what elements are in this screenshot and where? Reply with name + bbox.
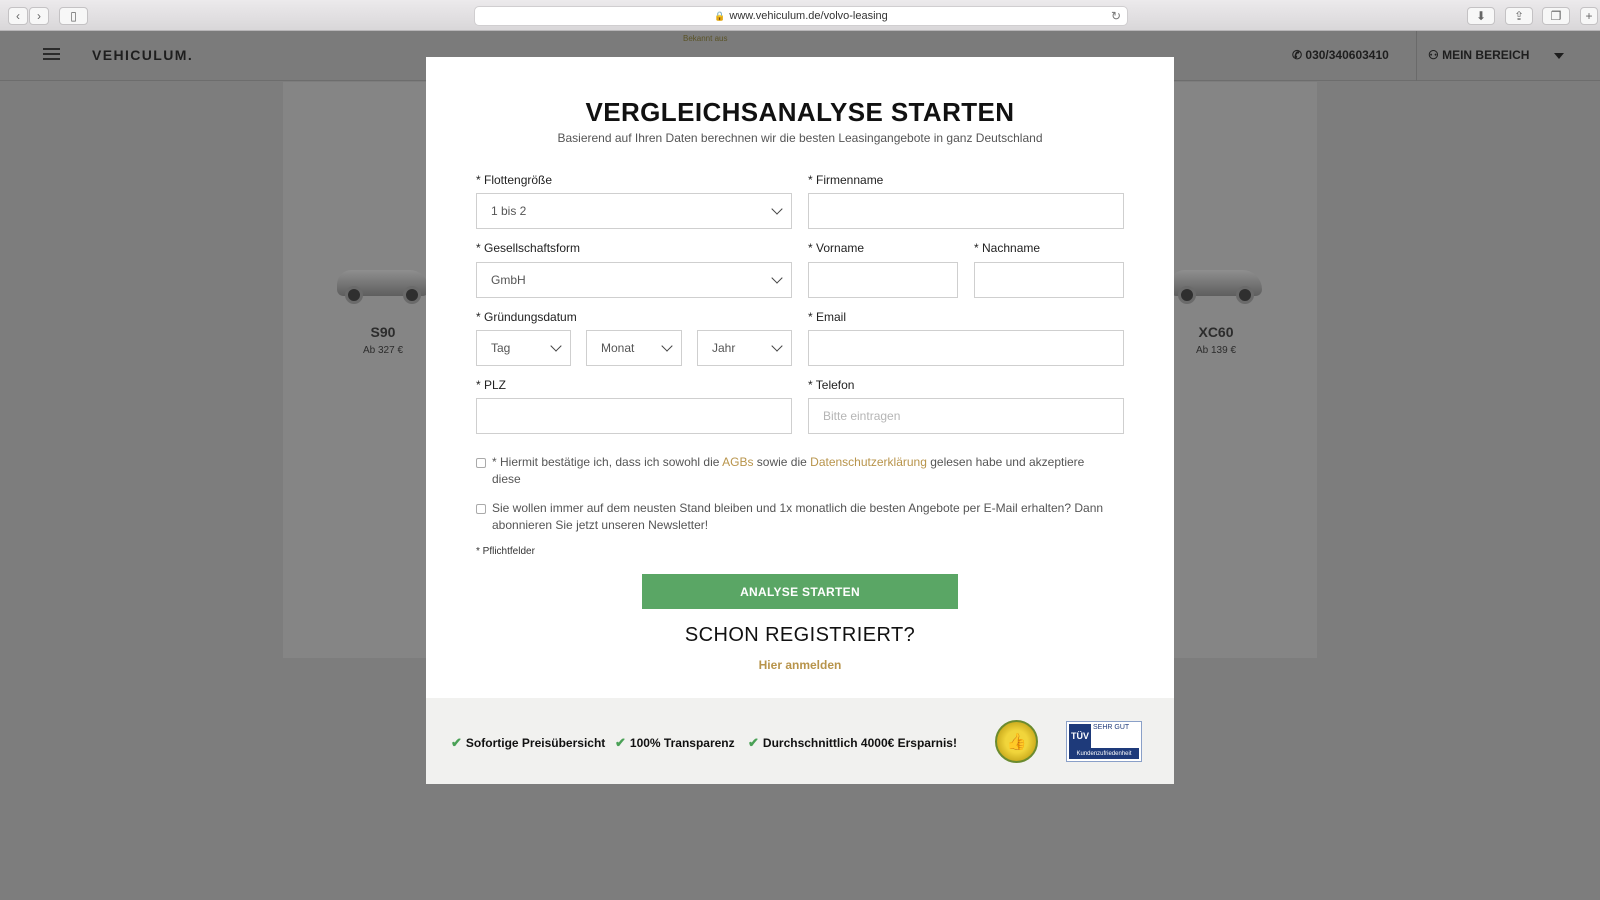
account-menu[interactable]: ⚇ MEIN BEREICH [1428,48,1530,62]
modal-title: VERGLEICHSANALYSE STARTEN [585,97,1015,127]
car-card-s90[interactable] [328,256,438,356]
tuv-caption: Kundenzufriedenheit [1069,748,1139,759]
terms-text-prefix: * Hiermit bestätige ich, dass ich sowohl die [492,455,723,469]
founding-month-value: Monat [601,341,635,355]
phone-placeholder: Bitte eintragen [823,409,901,423]
zip-label: * PLZ [476,378,507,392]
zip-input[interactable] [476,398,792,434]
forward-button[interactable]: › [29,7,49,25]
founding-date-label: * Gründungsdatum [476,310,577,324]
tuv-logo: TÜV [1069,724,1091,748]
email-input[interactable] [808,330,1124,366]
founding-year-value: Jahr [712,341,736,355]
check-icon: ✔ [615,735,626,750]
tuv-badge [1066,721,1142,762]
check-icon: ✔ [451,735,462,750]
reload-icon[interactable]: ↻ [1110,9,1121,23]
tabs-button[interactable]: ❐ [1542,7,1570,25]
header-divider [1416,31,1417,81]
company-name-label: * Firmenname [808,173,884,187]
share-button[interactable]: ⇪ [1505,7,1533,25]
terms-text-suffix: gelesen habe und akzeptiere diese [492,455,1085,486]
email-label: * Email [808,310,847,324]
car-image [1166,256,1266,312]
phone-label: * Telefon [808,378,855,392]
founding-year-select[interactable] [697,330,792,366]
fleet-size-select[interactable] [476,193,792,229]
car-card-xc60[interactable] [1161,256,1271,356]
benefit-text: Sofortige Preisübersicht [465,736,606,750]
fleet-size-label: * Flottengröße [476,173,553,187]
founding-day-select[interactable] [476,330,571,366]
newsletter-checkbox[interactable] [476,504,486,514]
lock-icon: 🔒 [714,10,726,21]
car-price: Ab 327 € [362,345,404,356]
tuv-grade: SEHR GUT [1093,724,1130,731]
phone-text: 030/340603410 [1305,48,1389,62]
back-button[interactable]: ‹ [8,7,28,25]
agb-link[interactable]: AGBs [722,455,754,469]
press-label: Bekannt aus [683,34,728,43]
phone-input[interactable] [808,398,1124,434]
legal-form-label: * Gesellschaftsform [476,241,581,255]
sidebar-toggle-button[interactable]: ▯ [59,7,88,25]
first-name-input[interactable] [808,262,958,298]
last-name-input[interactable] [974,262,1124,298]
required-fields-note: * Pflichtfelder [476,546,535,557]
start-analysis-button[interactable]: ANALYSE STARTEN [642,574,958,609]
last-name-label: * Nachname [974,241,1041,255]
car-price: Ab 139 € [1195,345,1237,356]
first-name-label: * Vorname [808,241,865,255]
address-bar[interactable] [474,6,1128,26]
terms-consent-text [492,454,1092,488]
privacy-link[interactable]: Datenschutzerklärung [810,455,927,469]
car-image [333,256,433,312]
company-name-input[interactable] [808,193,1124,229]
new-tab-button[interactable]: + [1580,7,1598,25]
address-bar-url: www.vehiculum.de/volvo-leasing [729,10,888,22]
modal-subtitle: Basierend auf Ihren Daten berechnen wir die besten Leasingangebote in ganz Deutschland [557,131,1043,145]
browser-toolbar [0,0,1600,31]
founding-day-value: Tag [491,341,511,355]
legal-form-select[interactable] [476,262,792,298]
login-link[interactable]: Hier anmelden [758,658,842,672]
site-logo[interactable]: VEHICULUM. [92,47,194,63]
legal-form-value: GmbH [491,273,526,287]
modal-footer [426,698,1174,784]
phone-number[interactable]: ✆ 030/340603410 [1292,48,1389,62]
award-seal-icon: 👍 [995,720,1038,763]
car-name: XC60 [1198,324,1234,340]
chevron-down-icon[interactable] [1554,53,1564,59]
benefit-text: 100% Transparenz [629,736,735,750]
account-label: MEIN BEREICH [1442,48,1530,62]
benefit-item [615,735,735,751]
car-name: S90 [370,324,396,340]
founding-month-select[interactable] [586,330,682,366]
menu-icon[interactable] [43,48,60,60]
download-button[interactable]: ⬇ [1467,7,1495,25]
terms-checkbox[interactable] [476,458,486,468]
comparison-modal [426,57,1174,784]
benefit-item [451,735,605,751]
benefit-text: Durchschnittlich 4000€ Ersparnis! [762,736,957,750]
newsletter-consent-text: Sie wollen immer auf dem neusten Stand bleiben und 1x monatlich die besten Angebote per E-Mail erhalten? Dann abonnieren Sie jetzt unseren Newsletter! [492,501,1104,532]
terms-text-middle: sowie die [753,455,811,469]
already-registered-heading: SCHON REGISTRIERT? [684,624,916,646]
benefit-item [748,735,957,751]
check-icon: ✔ [748,735,759,750]
fleet-size-value: 1 bis 2 [491,204,527,218]
